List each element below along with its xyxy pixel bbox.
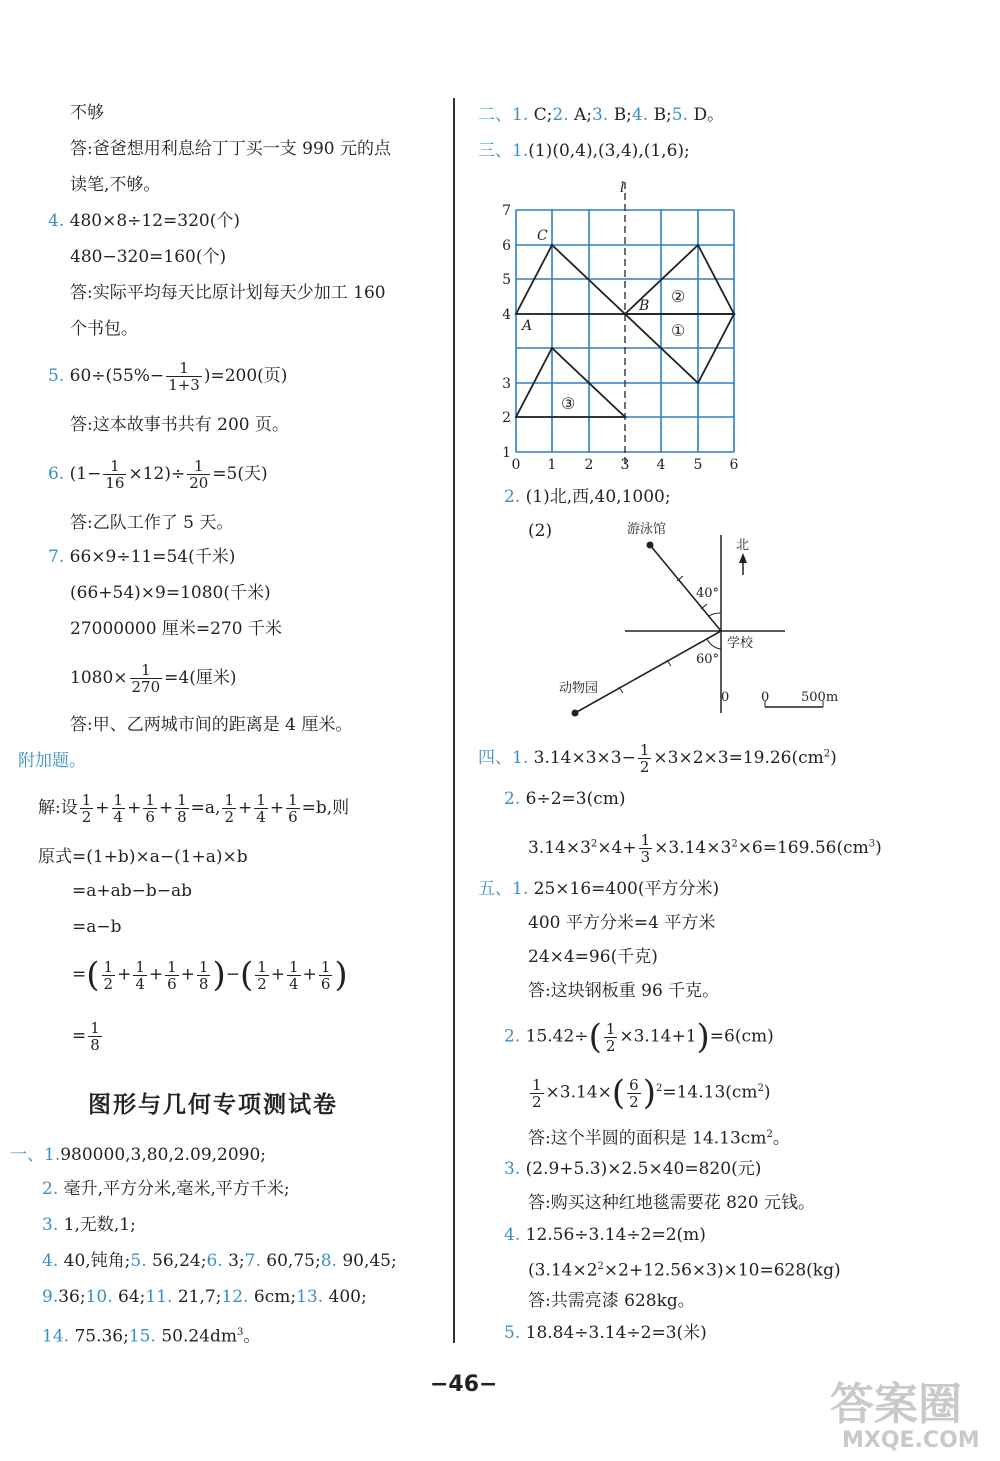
q5-number: 5. xyxy=(48,366,65,386)
q6-fraction1: $\frac{1}{16}$ xyxy=(105,457,125,492)
q7-line: 7. 66×9÷11=54(千米) xyxy=(48,547,236,567)
q5-line xyxy=(48,360,287,393)
r3b-line: 2. (1)北,西,40,1000; xyxy=(504,487,671,507)
solution-result: = $\frac{1}{8}$ xyxy=(72,1019,100,1054)
page-number: −46− xyxy=(430,1372,498,1397)
q7-line2: (66+54)×9=1080(千米) xyxy=(70,583,271,603)
svg-text:B: B xyxy=(639,298,650,314)
svg-text:6: 6 xyxy=(502,238,511,254)
r3-line: 三、1.(1)(0,4),(3,4),(1,6); xyxy=(478,141,690,161)
q5-answer: 答:这本故事书共有 200 页。 xyxy=(70,415,289,435)
s1-line: 一、1.980000,3,80,2.09,2090; xyxy=(10,1145,267,1165)
svg-text:0: 0 xyxy=(761,690,770,705)
svg-text:②: ② xyxy=(671,287,686,306)
q5-post: )=200(页) xyxy=(203,366,288,386)
svg-text:6: 6 xyxy=(729,457,739,473)
svg-text:1: 1 xyxy=(502,445,511,461)
q4-line2: 480−320=160(个) xyxy=(70,247,227,267)
svg-text:A: A xyxy=(522,318,533,334)
r5-line: 五、1. 25×16=400(平方分米) xyxy=(478,879,720,899)
s4-line: 4. 40,钝角;5. 56,24;6. 3;7. 60,75;8. 90,45; xyxy=(42,1251,397,1271)
solution-line: 解:设 $\frac{1}{2}$ + $\frac{1}{4}$ + $\frac{1}{6}$ + $\frac{1}{8}$ =a, $\frac{1}{2}$ + $\frac{1}{4}$ + $\frac{1}{6}$ =b,则 xyxy=(38,791,350,826)
watermark-logo: 答案圈 xyxy=(830,1379,962,1430)
svg-text:北: 北 xyxy=(736,538,750,553)
q5-fraction: $\frac{1}{1+3}$ xyxy=(168,359,200,394)
q7-answer: 答:甲、乙两城市间的距离是 4 厘米。 xyxy=(70,715,353,735)
coordinate-grid-figure xyxy=(490,172,760,477)
r2-line: 二、1. C;2. A;3. B;4. B;5. D。 xyxy=(478,105,725,125)
svg-text:5: 5 xyxy=(693,457,703,473)
r4-line: 四、1. 3.14×3×3− $\frac{1}{2}$ $\times 3\times 2\times 3=19.26(cm^2)$ xyxy=(478,741,837,776)
q4-line xyxy=(48,210,240,232)
column-divider xyxy=(453,98,455,1343)
q6-fraction2: $\frac{1}{20}$ xyxy=(189,457,209,492)
q7-line3: 27000000 厘米=270 千米 xyxy=(70,619,283,639)
r5g-line: 答:这个半圆的面积是 $14.13cm^2$。 xyxy=(528,1128,790,1149)
svg-text:学校: 学校 xyxy=(727,636,754,651)
svg-text:l: l xyxy=(620,180,625,196)
svg-text:4: 4 xyxy=(656,457,666,473)
s2-line: 2. 毫升,平方分米,毫米,平方千米; xyxy=(42,1179,290,1199)
r5c-line: 24×4=96(千克) xyxy=(528,947,658,967)
q7-number: 7. xyxy=(48,547,65,567)
r3c-label: (2) xyxy=(528,521,553,541)
r5i-line: 答:购买这种红地毯需要花 820 元钱。 xyxy=(528,1193,815,1213)
q7-fraction: $\frac{1}{270}$ xyxy=(131,661,161,696)
watermark-url: MXQE.COM xyxy=(842,1428,980,1453)
r4c-line: $3.14\times 3^2\times 4+$ $\frac{1}{3}$ $\times 3.14\times 3^2\times 6=169.56(cm^3)$ xyxy=(528,831,882,866)
q6-number: 6. xyxy=(48,464,65,484)
svg-text:0: 0 xyxy=(721,690,730,705)
svg-text:1: 1 xyxy=(547,457,557,473)
section-title: 图形与几何专项测试卷 xyxy=(88,1092,338,1118)
r5h-line: 3. (2.9+5.3)×2.5×40=820(元) xyxy=(504,1159,762,1179)
solution-step3: =( $\frac{1}{2}$ + $\frac{1}{4}$ + $\frac{1}{6}$ + $\frac{1}{8}$ )−( $\frac{1}{2}$ + $\frac{1}{4}$ + $\frac{1}{6}$ ) xyxy=(72,955,348,995)
r5f-line: $\frac{1}{2}$ ×3.14×( $\frac{6}{2}$ )$^2=14.13(cm^2)$ xyxy=(532,1073,771,1113)
q5-pre: 60÷(55%− xyxy=(69,366,165,386)
svg-text:0: 0 xyxy=(511,457,521,473)
r5m-line: 5. 18.84÷3.14÷2=3(米) xyxy=(504,1323,707,1343)
direction-map-figure xyxy=(555,515,855,725)
r5k-line: $(3.14\times 2^2\times 2+12.56\times 3)\times 10=628(kg)$ xyxy=(528,1260,841,1281)
q4-expr: 480×8÷12=320(个) xyxy=(69,211,240,231)
answer-line: 答:爸爸想用利息给丁丁买一支 990 元的点 xyxy=(70,139,391,159)
q6-line: 6. (1− $\frac{1}{16}$ ×12)÷ $\frac{1}{20}$ =5(天) xyxy=(48,457,268,492)
q4-number: 4. xyxy=(48,211,65,231)
r5d-line: 答:这块钢板重 96 千克。 xyxy=(528,981,720,1001)
r5e-line: 2. 15.42÷( $\frac{1}{2}$ ×3.14+1)=6(cm) xyxy=(504,1017,774,1057)
svg-text:7: 7 xyxy=(502,203,511,219)
extra-heading: 附加题。 xyxy=(18,751,86,771)
text-line: 不够 xyxy=(70,103,104,123)
s14-line: 14. 75.36;15. $50.24dm^3$。 xyxy=(42,1326,261,1347)
svg-text:3: 3 xyxy=(620,457,630,473)
q4-answer2: 个书包。 xyxy=(70,319,138,339)
solution-step1: =a+ab−b−ab xyxy=(72,881,193,901)
solution-step0: 原式=(1+b)×a−(1+a)×b xyxy=(38,847,248,867)
svg-text:①: ① xyxy=(671,321,686,340)
solution-step2: =a−b xyxy=(72,917,122,937)
q7-line4: 1080× $\frac{1}{270}$ =4(厘米) xyxy=(70,661,237,696)
svg-text:40°: 40° xyxy=(696,586,720,601)
s3-line: 3. 1,无数,1; xyxy=(42,1215,136,1235)
svg-text:5: 5 xyxy=(502,272,511,288)
q6-answer: 答:乙队工作了 5 天。 xyxy=(70,513,234,533)
r5l-line: 答:共需亮漆 628kg。 xyxy=(528,1291,695,1311)
s9-line: 9.36;10. 64;11. 21,7;12. 6cm;13. 400; xyxy=(42,1287,367,1307)
svg-text:2: 2 xyxy=(502,410,511,426)
svg-text:C: C xyxy=(537,228,548,244)
text-line: 读笔,不够。 xyxy=(70,175,161,195)
svg-text:游泳馆: 游泳馆 xyxy=(627,522,667,537)
r4b-line: 2. 6÷2=3(cm) xyxy=(504,789,626,809)
svg-text:动物园: 动物园 xyxy=(559,681,599,696)
svg-text:2: 2 xyxy=(584,457,594,473)
svg-text:60°: 60° xyxy=(696,652,720,667)
svg-text:4: 4 xyxy=(502,307,511,323)
svg-text:3: 3 xyxy=(502,376,511,392)
q4-answer: 答:实际平均每天比原计划每天少加工 160 xyxy=(70,283,386,303)
svg-text:③: ③ xyxy=(561,394,576,413)
svg-text:500m: 500m xyxy=(801,690,839,705)
r5b-line: 400 平方分米=4 平方米 xyxy=(528,913,716,933)
r5j-line: 4. 12.56÷3.14÷2=2(m) xyxy=(504,1225,706,1245)
